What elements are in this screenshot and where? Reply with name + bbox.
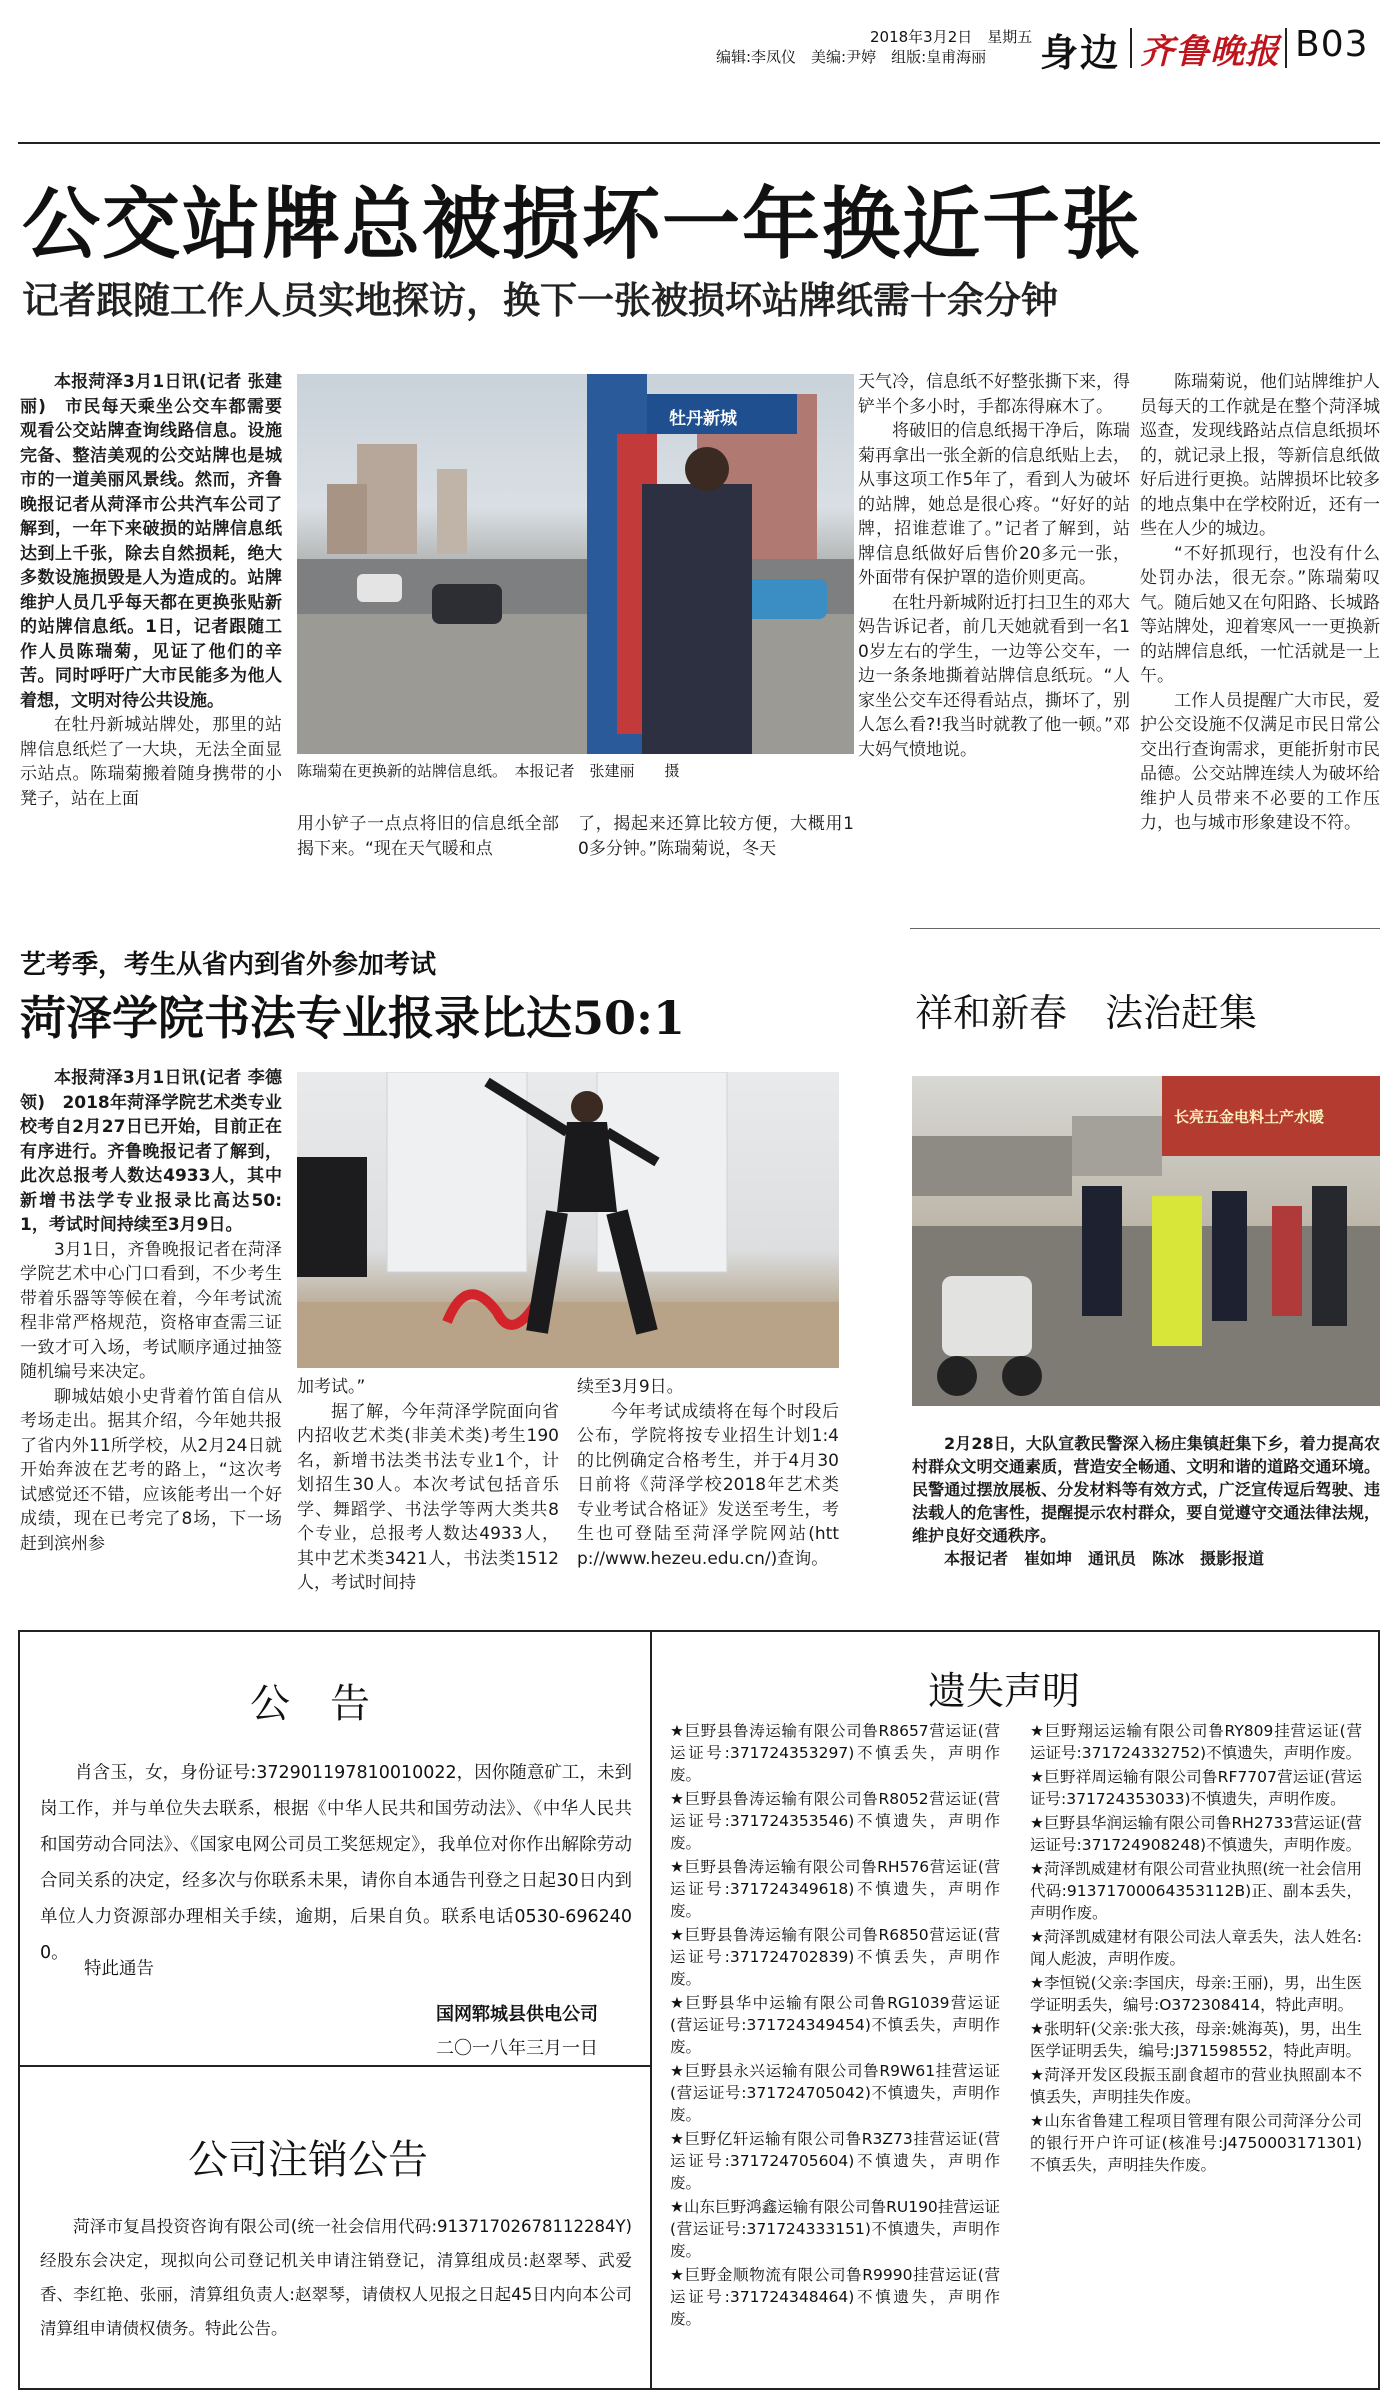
notice-date: 二〇一八年三月一日 (436, 2038, 598, 2059)
story2-headline: 菏泽学院书法专业报录比达50:1 (20, 991, 686, 1045)
star-icon: ★ (670, 1790, 685, 1808)
story3-caption (912, 1432, 1380, 1570)
classified-left-rule (18, 1630, 20, 2390)
notice-org: 国网郓城县供电公司 (436, 2004, 598, 2025)
lost-item: ★巨野县永兴运输有限公司鲁R9W61挂营运证(营运证号:371724705042)不慎遗失，声明作废。 (670, 2062, 1000, 2124)
story2-col1-p3: 聊城姑娘小史背着竹笛自信从考场走出。据其介绍，今年她共报了省内外11所学校，从2月24日就开始奔波在艺考的路上，“这次考试感觉还不错，应该能考出一个好成绩，现在已考完了8场，下一场赶到滨州参 (20, 1386, 282, 1554)
story1-photo-sign: 牡丹新城 (669, 409, 737, 429)
lost-item: ★张明轩(父亲:张大孩，母亲:姚海英)，男，出生医学证明丢失，编号:J371598552，特此声明。 (1030, 2020, 1362, 2060)
notice-closing: 特此通告 (84, 1959, 154, 1979)
lost-item: ★巨野亿轩运输有限公司鲁R3Z73挂营运证(营运证号:371724705604)不慎遗失，声明作废。 (670, 2130, 1000, 2192)
story1-headline: 公交站牌总被损坏一年换近千张 (22, 179, 1143, 270)
story2-kicker: 艺考季，考生从省内到省外参加考试 (20, 950, 437, 980)
star-icon: ★ (670, 1994, 686, 2012)
star-icon: ★ (670, 2130, 685, 2148)
story1-photo (297, 374, 854, 754)
header-date-line: 2018年3月2日 星期五 (870, 28, 1033, 46)
cancel-body: 菏泽市复昌投资咨询有限公司(统一社会信用代码:91371702678112284Y)经股东会决定，现拟向公司登记机关申请注销登记，清算组成员:赵翠琴、武爱香、李红艳、张丽，清算组负责人:赵翠琴，请债权人见报之日起45日内向本公司清算组申请债权债务。特此公告。 (40, 2217, 632, 2338)
header-page-no: B03 (1295, 24, 1369, 65)
header-staff-line: 编辑:李凤仪 美编:尹婷 组版:皇甫海丽 (716, 48, 987, 66)
star-icon: ★ (670, 1858, 685, 1876)
lost-item: ★巨野县鲁涛运输有限公司鲁R8052营运证(营运证号:371724353546)不慎遗失，声明作废。 (670, 1790, 1000, 1852)
classified-bottom-rule (18, 2388, 1380, 2390)
star-icon: ★ (670, 2198, 684, 2216)
story2-col1 (20, 1066, 282, 1556)
story2-photo (297, 1072, 839, 1368)
lost-item: ★菏泽凯威建材有限公司法人章丢失，法人姓名:闻人彪波，声明作废。 (1030, 1928, 1362, 1968)
story2-col1-p1: 本报菏泽3月1日讯(记者 李德领) 2018年菏泽学院艺术类专业校考自2月27日已开始，目前正在有序进行。齐鲁晚报记者了解到，此次总报考人数达4933人，其中新增书法学专业报录比高达50:1，考试时间持续至3月9日。 (20, 1068, 282, 1235)
story3-shop-sign: 长亮五金电料土产水暖 (1174, 1108, 1325, 1126)
star-icon: ★ (1030, 1928, 1045, 1946)
story1-col5-p1: 陈瑞菊说，他们站牌维护人员每天的工作就是在整个菏泽城巡查，发现线路站点信息纸损坏的，就记录上报，等新信息纸做好后进行更换。站牌损坏比较多的地点集中在学校附近，还有一些在人少的城边。 (1140, 372, 1380, 539)
story3-top-rule (910, 928, 1380, 929)
header-rule (18, 142, 1380, 144)
lost-item: ★巨野县鲁涛运输有限公司鲁RH576营运证(营运证号:371724349618)不慎遗失，声明作废。 (670, 1858, 1000, 1920)
story2-col2-p1: 加考试。” (297, 1377, 366, 1397)
lost-item: ★巨野翔运运输有限公司鲁RY809挂营运证(营运证号:371724332752)不慎遗失，声明作废。 (1030, 1722, 1362, 1762)
lost-col1 (670, 1720, 1000, 2332)
story1-col4 (858, 370, 1130, 762)
story2-col1-p2: 3月1日，齐鲁晚报记者在菏泽学院艺术中心门口看到，不少考生带着乐器等等候在着，今年考试流程非常严格规范，资格审查需三证一致才可入场，考试顺序通过抽签随机编号来决定。 (20, 1239, 282, 1382)
lost-item: ★李恒锐(父亲:李国庆，母亲:王丽)，男，出生医学证明丢失，编号:O372308414，特此声明。 (1030, 1974, 1362, 2014)
lost-item: ★巨野县鲁涛运输有限公司鲁R8657营运证(营运证号:371724353297)不慎丢失，声明作废。 (670, 1722, 1000, 1784)
lost-item: ★巨野县鲁涛运输有限公司鲁R6850营运证(营运证号:371724702839)不慎丢失，声明作废。 (670, 1926, 1000, 1988)
star-icon: ★ (1030, 1722, 1045, 1740)
story1-col2-bottom: 用小铲子一点点将旧的信息纸全部揭下来。“现在天气暖和点 (297, 814, 559, 859)
star-icon: ★ (1030, 2020, 1044, 2038)
story2-col2-bottom (297, 1375, 559, 1596)
story1-col1 (20, 370, 282, 811)
story1-col5 (1140, 370, 1380, 836)
star-icon: ★ (670, 1926, 685, 1944)
lost-item: ★巨野县华中运输有限公司鲁RG1039营运证(营运证号:371724349454)不慎丢失，声明作废。 (670, 1994, 1000, 2056)
star-icon: ★ (1030, 1860, 1044, 1878)
classified-mid-rule (650, 1630, 652, 2390)
header-divider (1130, 28, 1132, 68)
lost-item: ★巨野祥周运输有限公司鲁RF7707营运证(营运证号:371724353033)不慎遗失，声明作废。 (1030, 1768, 1362, 1808)
story3-credit: 本报记者 崔如坤 通讯员 陈冰 摄影报道 (944, 1549, 1265, 1568)
story1-col5-p2: “不好抓现行，也没有什么处罚办法，很无奈。”陈瑞菊叹气。随后她又在句阳路、长城路等站牌处，迎着寒风一一更换新的站牌信息纸，一忙活就是一上午。 (1140, 543, 1380, 686)
star-icon: ★ (1030, 2112, 1045, 2130)
lost-item: ★菏泽开发区段振玉副食超市的营业执照副本不慎丢失，声明挂失作废。 (1030, 2066, 1362, 2106)
classified-top-rule (18, 1630, 1380, 1632)
notice-title: 公 告 (250, 1681, 370, 1727)
lost-item: ★山东省鲁建工程项目管理有限公司菏泽分公司的银行开户许可证(核准号:J4750003171301)不慎丢失，声明挂失作废。 (1030, 2112, 1362, 2174)
story2-col3-p1: 续至3月9日。 (577, 1377, 684, 1397)
star-icon: ★ (1030, 2066, 1045, 2084)
lost-title: 遗失声明 (928, 1669, 1081, 1713)
star-icon: ★ (1030, 1814, 1045, 1832)
star-icon: ★ (670, 2062, 685, 2080)
story1-col1-p1: 本报菏泽3月1日讯(记者 张建丽) 市民每天乘坐公交车都需要观看公交站牌查询线路信息。设施完备、整洁美观的公交站牌也是城市的一道美丽风景线。然而，齐鲁晚报记者从菏泽市公共汽车公司了解到，一年下来破损的站牌信息纸达到上千张，除去自然损耗，绝大多数设施损毁是人为造成的。站牌维护人员几乎每天都在更换张贴新的站牌信息纸。1日，记者跟随工作人员陈瑞菊，见证了他们的辛苦。同时呼吁广大市民能多为他人着想，文明对待公共设施。 (20, 372, 282, 711)
story1-caption: 陈瑞菊在更换新的站牌信息纸。 本报记者 张建丽 摄 (297, 762, 680, 780)
header-section: 身边 (1040, 30, 1121, 75)
story2-col3-bottom (577, 1375, 839, 1571)
story1-subhead: 记者跟随工作人员实地探访，换下一张被损坏站牌纸需十余分钟 (22, 279, 1058, 322)
story1-col4-p3: 在牡丹新城附近打扫卫生的邓大妈告诉记者，前几天她就看到一名10岁左右的学生，一边等公交车，一边一条条地撕着站牌信息纸玩。“人家坐公交车还得看站点，撕坏了，别人怎么看?!我当时就教了他一顿。”邓大妈气愤地说。 (858, 592, 1130, 760)
header-brand-logo: 齐鲁晚报 (1140, 32, 1280, 72)
lost-item: ★菏泽凯威建材有限公司营业执照(统一社会信用代码:91371700064353112B)正、副本丢失，声明作废。 (1030, 1860, 1362, 1922)
story2-col2-p2: 据了解，今年菏泽学院面向省内招收艺术类(非美术类)考生190名，新增书法类书法专业1个，计划招生30人。本次考试包括音乐学、舞蹈学、书法学等两大类共8个专业，总报考人数达4933人，其中艺术类3421人，书法类1512人，考试时间持 (297, 1401, 559, 1593)
story3-photo (912, 1076, 1380, 1406)
star-icon: ★ (1030, 1768, 1045, 1786)
story1-col5-p3: 工作人员提醒广大市民，爱护公交设施不仅满足市民日常公交出行查询需求，更能折射市民品德。公交站牌连续人为破坏给维护人员带来不必要的工作压力，也与城市形象建设不符。 (1140, 690, 1380, 833)
header-divider-2 (1285, 28, 1287, 68)
star-icon: ★ (670, 2266, 685, 2284)
lost-item: ★巨野县华润运输有限公司鲁RH2733营运证(营运证号:371724908248)不慎遗失，声明作废。 (1030, 1814, 1363, 1854)
cancel-title: 公司注销公告 (188, 2137, 428, 2183)
star-icon: ★ (670, 1722, 685, 1740)
notice-body: 肖含玉，女，身份证号:372901197810010022，因你随意矿工，未到岗工作，并与单位失去联系，根据《中华人民共和国劳动法》、《中华人民共和国劳动合同法》、《国家电网公司员工奖惩规定》，我单位对你作出解除劳动合同关系的决定，经多次与你联系未果，请你自本通告刊登之日起30日内到单位人力资源部办理相关手续，逾期，后果自负。联系电话0530-6962400。 (40, 1763, 632, 1963)
story2-col3-p2: 今年考试成绩将在每个时段后公布，学院将按专业招生计划1:4的比例确定合格考生，并于4月30日前将《菏泽学校2018年艺术类专业考试合格证》发送至考生，考生也可登陆至菏泽学院网站(http://www.hezeu.edu.cn/)查询。 (577, 1401, 839, 1569)
story1-col4-p2: 将破旧的信息纸揭干净后，陈瑞菊再拿出一张全新的信息纸贴上去，从事这项工作5年了，看到人为破坏的站牌，她总是很心疼。“好好的站牌，招谁惹谁了。”记者了解到，站牌信息纸做好后售价20多元一张，外面带有保护罩的造价则更高。 (858, 421, 1130, 588)
lost-item: ★巨野金顺物流有限公司鲁R9990挂营运证(营运证号:371724348464)不慎遗失，声明作废。 (670, 2266, 1000, 2328)
story1-col3-bottom: 了，揭起来还算比较方便，大概用10多分钟。”陈瑞菊说，冬天 (578, 814, 854, 859)
classified-right-rule (1378, 1630, 1380, 2390)
story1-col4-p1: 天气冷，信息纸不好整张撕下来，得铲半个多小时，手都冻得麻木了。 (858, 372, 1130, 417)
lost-item: ★山东巨野鸿鑫运输有限公司鲁RU190挂营运证(营运证号:371724333151)不慎遗失，声明作废。 (670, 2198, 1000, 2260)
story1-col1-p2: 在牡丹新城站牌处，那里的站牌信息纸烂了一大块，无法全面显示站点。陈瑞菊搬着随身携带的小凳子，站在上面 (20, 715, 282, 809)
story3-caption-text: 2月28日，大队宣教民警深入杨庄集镇赶集下乡，着力提高农村群众文明交通素质，营造安全畅通、文明和谐的道路交通环境。民警通过摆放展板、分发材料等有效方式，广泛宣传逗后驾驶、违法载人的危害性，提醒提示农村群众，要自觉遵守交通法律法规，维护良好交通秩序。 (912, 1434, 1380, 1545)
star-icon: ★ (1030, 1974, 1044, 1992)
story1-photo-scene (297, 374, 854, 754)
classified-left-split-rule (18, 2065, 652, 2067)
story2-photo-scene (297, 1072, 839, 1368)
lost-col2 (1030, 1720, 1362, 2178)
story3-headline: 祥和新春 法治赶集 (915, 991, 1258, 1035)
